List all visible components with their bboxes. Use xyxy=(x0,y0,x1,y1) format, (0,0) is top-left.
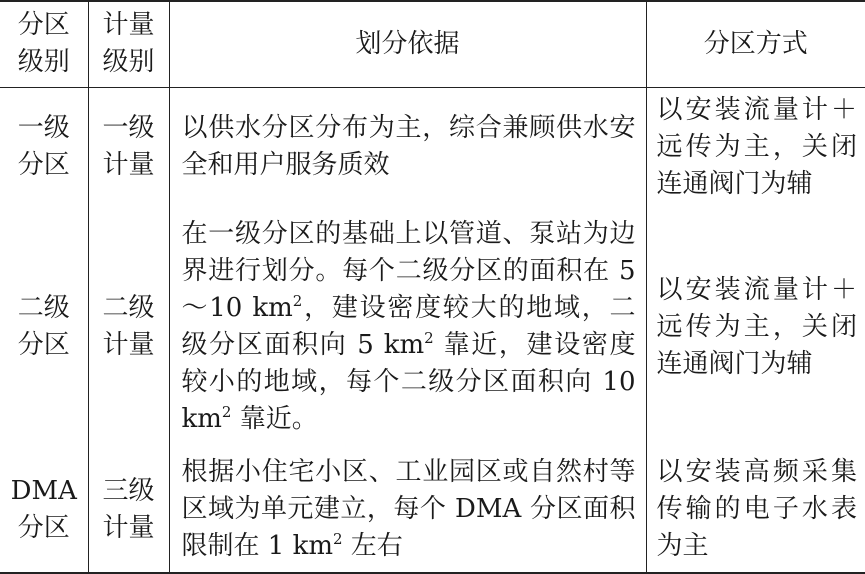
meter-level-line1: 一级 xyxy=(102,113,155,144)
basis-text: 根据小住宅小区、工业园区或自然村等区域为单元建立，每个 DMA 分区面积限制在 1 km xyxy=(181,457,636,561)
table-body xyxy=(0,87,865,573)
table-header xyxy=(0,1,865,87)
zone-level-line2: 分区 xyxy=(17,512,70,543)
header-zone-level-line1: 分区 xyxy=(17,10,70,41)
zone-level-line2: 分区 xyxy=(17,330,70,360)
meter-level-line1: 二级 xyxy=(102,293,155,323)
basis-text: ，建设密度较大的地域，二级分区面积向 5 km xyxy=(181,293,636,360)
meter-level-cell xyxy=(88,207,169,447)
zone-level-line1: 一级 xyxy=(17,113,70,144)
zone-level-line1: 二级 xyxy=(17,293,70,323)
method-cell: 以安装高频采集传输的电子水表为主 xyxy=(646,447,865,573)
basis-text: 在一级分区的基础上以管道、泵站为边界进行划分。每个二级分区的面积在 5～10 km xyxy=(181,219,636,323)
zone-level-cell xyxy=(0,207,88,447)
superscript-squared: 2 xyxy=(332,530,343,548)
meter-level-line1: 三级 xyxy=(102,475,155,506)
basis-text: 左右 xyxy=(342,531,403,561)
basis-cell xyxy=(169,447,646,573)
header-row xyxy=(0,1,865,87)
table-row xyxy=(0,87,865,207)
basis-text: 靠近，建设密度较小的地域，每个二级分区面积向 10 km xyxy=(181,330,636,434)
superscript-squared: 2 xyxy=(221,403,232,421)
table-row xyxy=(0,207,865,447)
header-method: 分区方式 xyxy=(646,1,865,87)
header-meter-level-line2: 级别 xyxy=(102,47,155,78)
table-row xyxy=(0,447,865,573)
method-cell: 以安装流量计＋远传为主，关闭连通阀门为辅 xyxy=(646,87,865,207)
basis-cell: 以供水分区分布为主，综合兼顾供水安全和用户服务质效 xyxy=(169,87,646,207)
meter-level-cell xyxy=(88,447,169,573)
header-zone-level-line2: 级别 xyxy=(17,47,70,78)
meter-level-line2: 计量 xyxy=(102,150,155,181)
superscript-squared: 2 xyxy=(292,292,303,310)
zone-level-cell xyxy=(0,447,88,573)
zone-level-line1: DMA xyxy=(10,475,77,506)
meter-level-line2: 计量 xyxy=(102,512,155,543)
meter-level-cell xyxy=(88,87,169,207)
method-cell: 以安装流量计＋远传为主，关闭连通阀门为辅 xyxy=(646,207,865,447)
basis-text: 靠近。 xyxy=(231,404,318,434)
header-meter-level xyxy=(88,1,169,87)
zone-level-cell xyxy=(0,87,88,207)
header-basis: 划分依据 xyxy=(169,1,646,87)
basis-cell xyxy=(169,207,646,447)
meter-level-line2: 计量 xyxy=(102,330,155,360)
header-zone-level xyxy=(0,1,88,87)
superscript-squared: 2 xyxy=(424,329,434,347)
header-meter-level-line1: 计量 xyxy=(102,10,155,41)
zone-level-line2: 分区 xyxy=(17,150,70,181)
